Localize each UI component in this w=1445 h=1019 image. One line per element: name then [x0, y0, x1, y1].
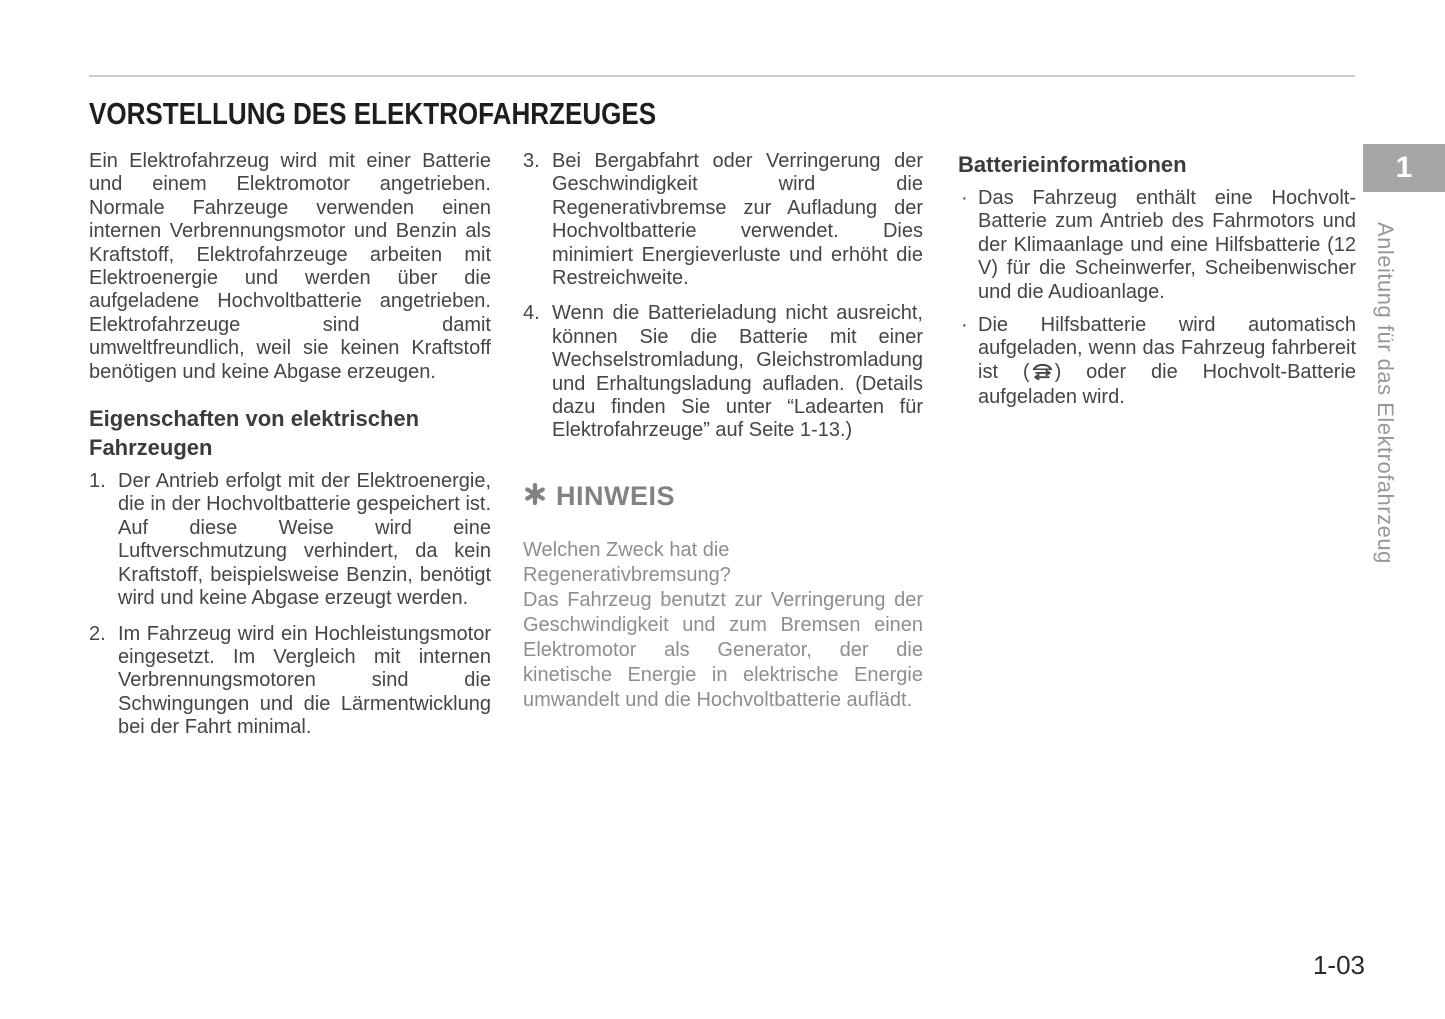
- list-item-text: Der Antrieb erfolgt mit der Elektroenergie, die in der Hochvoltbatterie gespeichert ist. Auf diese Weise wird eine Luftverschmutzung verhindert, da kein Kraftstoff, beispielsweise Benzin, benötigt wird und keine Abgase erzeugt werden.: [118, 470, 491, 610]
- bullet-text: Das Fahrzeug enthält eine Hochvolt-Batterie zum Antrieb des Fahrmotors und der Klimaanlage und eine Hilfsbatterie (12 V) für die Scheinwerfer, Scheibenwischer und die Audioanlage.: [978, 187, 1356, 303]
- list-item-number: 3.: [523, 150, 540, 172]
- bullet-text-before: Die Hilfsbatterie wird automatisch aufgeladen, wenn das Fahrzeug fahrbereit ist (: [978, 314, 1356, 383]
- column-middle: [523, 150, 923, 713]
- list-item-text: Bei Bergabfahrt oder Verringerung der Geschwindigkeit wird die Regenerativbremse zur Aufladung der Hochvoltbatterie verwendet. Dies minimiert Energieverluste und erhöht die Restreichweite.: [552, 150, 923, 290]
- list-item-number: 1.: [89, 470, 106, 493]
- list-item: [89, 470, 491, 610]
- intro-paragraph: Ein Elektrofahrzeug wird mit einer Batterie und einem Elektromotor angetrieben. Normale Fahrzeuge verwenden einen internen Verbrennungsmotor und Benzin als Kraftstoff, Elektrofahrzeuge arbeiten mit Elektroenergie und werden über die aufgeladene Hochvoltbatterie angetrieben. Elektrofahrzeuge sind damit umweltfreundlich, weil sie keinen Kraftstoff benötigen und keine Abgase erzeugen.: [89, 150, 491, 383]
- hinweis-label: HINWEIS: [556, 480, 676, 511]
- asterisk-icon: [523, 482, 547, 511]
- bullet-item: [958, 187, 1356, 304]
- page-title: VORSTELLUNG DES ELEKTROFAHRZEUGES: [89, 96, 657, 131]
- list-item-number: 2.: [89, 622, 106, 645]
- section-heading-batterie: Batterieinformationen: [958, 152, 1187, 177]
- list-item-text: Wenn die Batterieladung nicht ausreicht, können Sie die Batterie mit einer Wechselstromladung, Gleichstromladung und Erhaltungsladung aufladen. (Details dazu finden Sie unter “Ladearten für Elektrofahrzeuge” auf Seite 1-13.): [552, 302, 923, 442]
- list-item: [523, 302, 923, 442]
- bullet-text-after: ) oder die Hochvolt-Batterie aufgeladen wird.: [978, 360, 1357, 409]
- hinweis-body: [523, 538, 923, 713]
- list-item: [523, 150, 923, 290]
- column-intro: [89, 150, 491, 752]
- page-number: 1-03: [1312, 950, 1365, 980]
- section-heading-eigenschaften: Eigenschaften von elektrischen Fahrzeugen: [89, 406, 420, 461]
- header-rule: [89, 75, 1355, 77]
- hinweis-header: [523, 481, 923, 512]
- list-item-number: 4.: [523, 302, 540, 325]
- hinweis-text: Das Fahrzeug benutzt zur Verringerung der Geschwindigkeit und zum Bremsen einen Elektromotor als Generator, der die kinetische Energie in elektrische Energie umwandelt und die Hochvoltbatterie auflädt.: [523, 588, 923, 711]
- column-battery: [958, 150, 1356, 420]
- bullet-marker: ·: [961, 187, 968, 209]
- bullet-text: [978, 314, 1356, 410]
- ev-ready-indicator-icon: [1030, 362, 1055, 386]
- sidebar-chapter-title: Anleitung für das Elektrofahrzeug: [1373, 222, 1398, 564]
- list-item-text: Im Fahrzeug wird ein Hochleistungsmotor eingesetzt. Im Vergleich mit internen Verbrennungsmotoren sind die Schwingungen und die Lärmentwicklung bei der Fahrt minimal.: [118, 622, 491, 739]
- list-item: [89, 623, 491, 740]
- bullet-item: [958, 314, 1356, 410]
- hinweis-question: Welchen Zweck hat die Regenerativbremsung?: [523, 538, 731, 586]
- chapter-tab-badge: 1: [1363, 144, 1445, 192]
- bullet-marker: ·: [961, 314, 968, 337]
